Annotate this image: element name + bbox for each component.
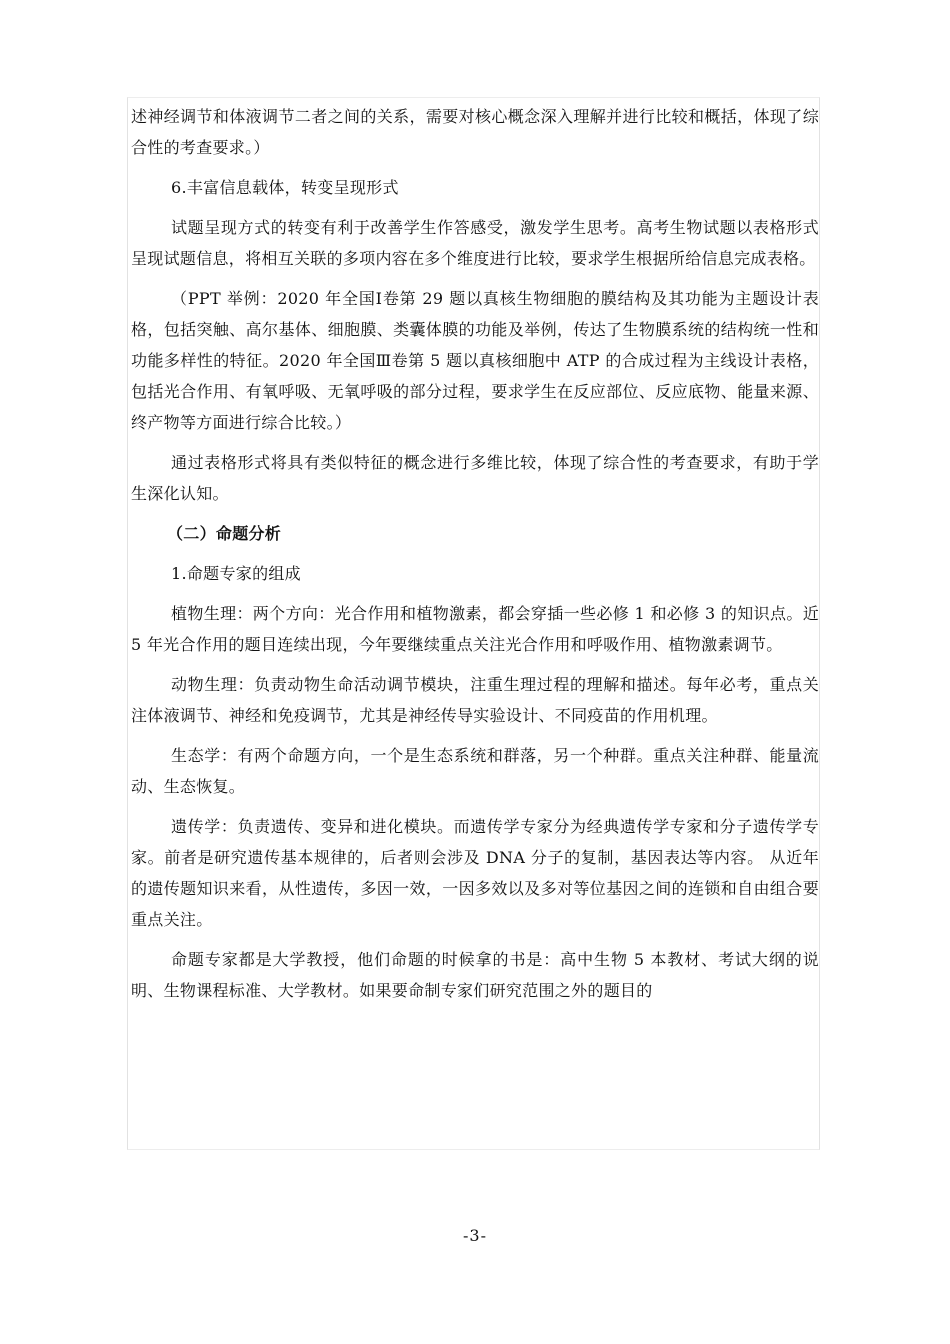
paragraph-continuation: 述神经调节和体液调节二者之间的关系，需要对核心概念深入理解并进行比较和概括，体现了综合性的考查要求。）	[131, 107, 819, 157]
paragraph: 通过表格形式将具有类似特征的概念进行多维比较，体现了综合性的考查要求，有助于学生深化认知。	[131, 453, 819, 503]
paragraph-animal-physiology: 动物生理：负责动物生命活动调节模块，注重生理过程的理解和描述。每年必考，重点关注体液调节、神经和免疫调节，尤其是神经传导实验设计、不同疫苗的作用机理。	[131, 675, 819, 725]
paragraph-experts: 命题专家都是大学教授，他们命题的时候拿的书是：高中生物 5 本教材、考试大纲的说明、生物课程标准、大学教材。如果要命制专家们研究范围之外的题目的	[131, 950, 819, 1000]
paragraph-genetics: 遗传学：负责遗传、变异和进化模块。而遗传学专家分为经典遗传学专家和分子遗传学专家。前者是研究遗传基本规律的，后者则会涉及 DNA 分子的复制，基因表达等内容。 从近年的遗传题知识来看，从性遗传，多因一效，一因多效以及多对等位基因之间的连锁和自由组合要重点关注。	[131, 817, 819, 929]
paragraph-ecology: 生态学：有两个命题方向，一个是生态系统和群落，另一个种群。重点关注种群、能量流动、生态恢复。	[131, 746, 819, 796]
subheading-6: 6.丰富信息载体，转变呈现形式	[171, 178, 399, 197]
document-body	[131, 101, 819, 1015]
page-number: -3-	[463, 1226, 487, 1245]
paragraph-ppt-example: （PPT 举例：2020 年全国Ⅰ卷第 29 题以真核生物细胞的膜结构及其功能为主题设计表格，包括突触、高尔基体、细胞膜、类囊体膜的功能及举例，传达了生物膜系统的结构统一性和功能多样性的特征。2020 年全国Ⅲ卷第 5 题以真核细胞中 ATP 的合成过程为主线设计表格，包括光合作用、有氧呼吸、无氧呼吸的部分过程，要求学生在反应部位、反应底物、能量来源、终产物等方面进行综合比较。）	[131, 289, 819, 432]
section-heading: （二）命题分析	[167, 524, 282, 543]
subheading-1: 1.命题专家的组成	[171, 564, 301, 583]
paragraph-plant-physiology: 植物生理：两个方向：光合作用和植物激素，都会穿插一些必修 1 和必修 3 的知识点。近 5 年光合作用的题目连续出现，今年要继续重点关注光合作用和呼吸作用、植物激素调节。	[131, 604, 819, 654]
paragraph: 试题呈现方式的转变有利于改善学生作答感受，激发学生思考。高考生物试题以表格形式呈现试题信息，将相互关联的多项内容在多个维度进行比较，要求学生根据所给信息完成表格。	[131, 218, 819, 268]
